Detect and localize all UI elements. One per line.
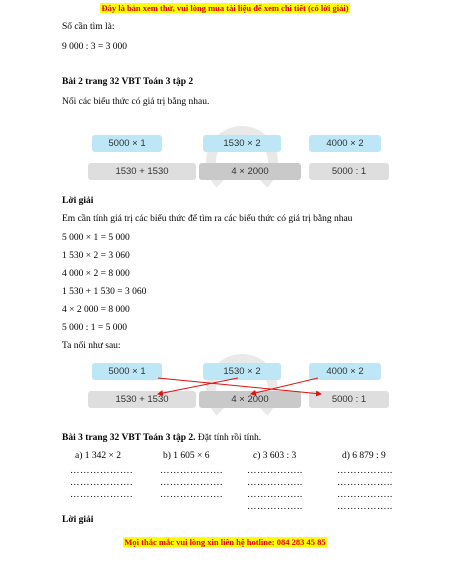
bai2-solution-intro: Em cần tính giá trị các biểu thức để tìm ra các biểu thức có giá trị bằng nhau	[62, 214, 353, 224]
preview-banner: Đây là bản xem thử, vui lòng mua tài liệu để xem chi tiết (có lời giải)	[101, 3, 349, 13]
dots-d3: ……………..	[337, 490, 393, 500]
dots-d4: ……………..	[337, 502, 393, 512]
dots-b1: ……………….	[160, 466, 223, 476]
dots-d2: ……………..	[337, 478, 393, 488]
dots-a3: ……………….	[70, 490, 133, 500]
connect-label: Ta nối như sau:	[62, 341, 121, 351]
matching-figure	[88, 130, 393, 190]
problem-label: d) 6 879 : 9	[342, 451, 386, 461]
step-line: 5 000 : 1 = 5 000	[62, 323, 127, 333]
problem-label: a) 1 342 × 2	[75, 451, 121, 461]
step-line: 5 000 × 1 = 5 000	[62, 233, 130, 243]
intro-line-2: 9 000 : 3 = 3 000	[62, 42, 127, 52]
bai3-title	[62, 433, 261, 443]
dots-b3: ……………….	[160, 490, 223, 500]
dots-b2: ……………….	[160, 478, 223, 488]
hotline-banner: Mọi thắc mắc vui lòng xin liên hệ hotline: 084 283 45 85	[124, 537, 326, 547]
connection-line	[251, 378, 318, 394]
final-heading: Lời giải	[62, 515, 94, 525]
expr-chip: 4 × 2000	[199, 391, 301, 408]
expr-chip: 5000 × 1	[92, 135, 162, 152]
expr-chip: 4 × 2000	[199, 163, 301, 180]
step-line: 4 000 × 2 = 8 000	[62, 269, 130, 279]
bai2-prompt: Nối các biểu thức có giá trị bằng nhau.	[62, 97, 210, 107]
bai2-solution-heading: Lời giải	[62, 196, 94, 206]
bai3-title-rest: Đặt tính rồi tính.	[195, 433, 262, 443]
dots-c2: ……………..	[247, 478, 303, 488]
expr-chip: 1530 + 1530	[88, 163, 196, 180]
expr-chip: 1530 × 2	[203, 363, 281, 380]
expr-chip: 1530 × 2	[203, 135, 281, 152]
expr-chip: 5000 : 1	[309, 391, 389, 408]
connection-lines	[88, 358, 393, 418]
problem-label: c) 3 603 : 3	[253, 451, 297, 461]
step-line: 4 × 2 000 = 8 000	[62, 305, 130, 315]
intro-line-1: Số cần tìm là:	[62, 22, 115, 32]
dots-a2: ……………….	[70, 478, 133, 488]
matching-answer-figure	[88, 358, 393, 418]
dots-c3: ……………..	[247, 490, 303, 500]
step-line: 1 530 + 1 530 = 3 060	[62, 287, 147, 297]
connection-line	[158, 378, 321, 394]
problem-label: b) 1 605 × 6	[163, 451, 210, 461]
expr-chip: 5000 × 1	[92, 363, 162, 380]
expr-chip: 4000 × 2	[309, 363, 381, 380]
bai3-title-bold: Bài 3 trang 32 VBT Toán 3 tập 2.	[62, 433, 196, 443]
bai2-title: Bài 2 trang 32 VBT Toán 3 tập 2	[62, 77, 194, 87]
dots-d1: ……………..	[337, 466, 393, 476]
connection-line	[158, 378, 238, 394]
dots-c1: ……………..	[247, 466, 303, 476]
dots-a1: ……………….	[70, 466, 133, 476]
step-line: 1 530 × 2 = 3 060	[62, 251, 130, 261]
expr-chip: 1530 + 1530	[88, 391, 196, 408]
dots-c4: ……………..	[247, 502, 303, 512]
expr-chip: 4000 × 2	[309, 135, 381, 152]
expr-chip: 5000 : 1	[309, 163, 389, 180]
